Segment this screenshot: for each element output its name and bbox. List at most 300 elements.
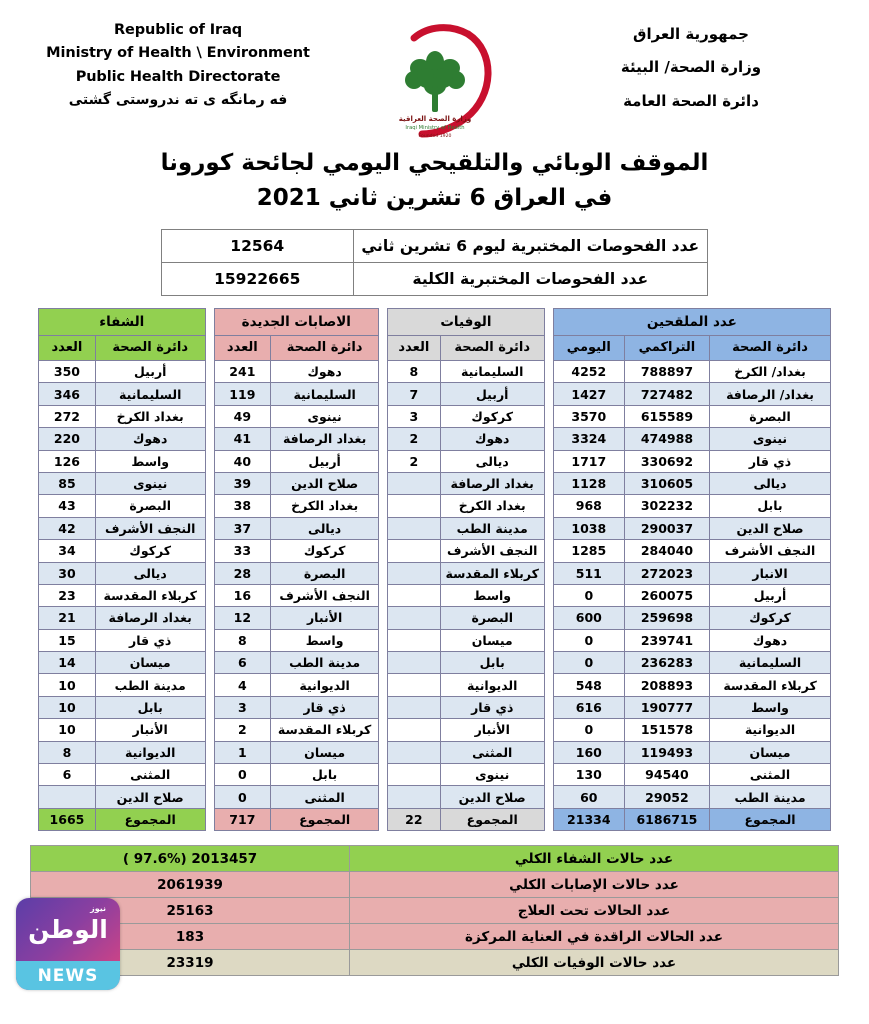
table-row (388, 764, 545, 786)
recovery-row-name: بغداد الرصافة (95, 607, 205, 629)
svg-text:Founded 1920: Founded 1920 (418, 134, 451, 139)
new-cases-row-count: 8 (214, 629, 271, 651)
table-row (39, 607, 206, 629)
vaccinated-row-name: بغداد/ الرصافة (710, 383, 831, 405)
vaccinated-row-daily: 616 (553, 696, 624, 718)
vaccinated-row-cumulative: 788897 (624, 361, 709, 383)
vaccinated-row-cumulative: 239741 (624, 629, 709, 651)
deaths-row-count (388, 540, 441, 562)
deaths-row-name: كربلاء المقدسة (440, 562, 544, 584)
new-cases-row-name: مدينة الطب (271, 652, 379, 674)
table-row (214, 383, 379, 405)
vaccinated-table-head (553, 309, 830, 361)
vaccinated-total-label: المجموع (710, 808, 831, 830)
vaccinated-row-name: السليمانية (710, 652, 831, 674)
deaths-total-label: المجموع (440, 808, 544, 830)
deaths-row-name: ميسان (440, 629, 544, 651)
deaths-row-count: 2 (388, 428, 441, 450)
deaths-row-name: بغداد الكرخ (440, 495, 544, 517)
new-cases-row-name: كركوك (271, 540, 379, 562)
vaccinated-row-daily: 1427 (553, 383, 624, 405)
vaccinated-row-daily: 511 (553, 562, 624, 584)
summary-row-value: 2013457 (97.6% ) (31, 846, 350, 872)
new-cases-col-name: دائرة الصحة (271, 336, 379, 361)
new-cases-row-name: صلاح الدين (271, 472, 379, 494)
summary-row-label: عدد حالات الإصابات الكلي (350, 872, 839, 898)
new-cases-table (214, 308, 380, 831)
recovery-row-count: 14 (39, 652, 96, 674)
table-row (553, 405, 830, 427)
table-row (39, 405, 206, 427)
table-header-row (214, 309, 379, 336)
deaths-row-name: السليمانية (440, 361, 544, 383)
new-cases-row-name: بابل (271, 764, 379, 786)
lab-tests-total-value: 15922665 (162, 263, 354, 296)
deaths-row-name: أربيل (440, 383, 544, 405)
lab-tests-daily-value: 12564 (162, 230, 354, 263)
summary-table (30, 845, 839, 976)
vaccinated-row-cumulative: 94540 (624, 764, 709, 786)
table-row (388, 607, 545, 629)
table-row (39, 696, 206, 718)
new-cases-row-count: 39 (214, 472, 271, 494)
masthead-ar-line3: دائرة الصحة العامة (623, 91, 759, 110)
deaths-row-count (388, 584, 441, 606)
table-row (553, 584, 830, 606)
vaccinated-row-daily: 0 (553, 584, 624, 606)
table-row (388, 428, 545, 450)
deaths-group-header: الوفيات (388, 309, 545, 336)
deaths-row-count: 7 (388, 383, 441, 405)
new-cases-row-count: 2 (214, 719, 271, 741)
new-cases-row-count: 119 (214, 383, 271, 405)
table-row (214, 719, 379, 741)
table-row (388, 696, 545, 718)
vaccinated-col-name: دائرة الصحة (710, 336, 831, 361)
lab-tests-total-label: عدد الفحوصات المختبرية الكلية (353, 263, 708, 296)
table-row (553, 674, 830, 696)
vaccinated-row-name: نينوى (710, 428, 831, 450)
recovery-table-head (39, 309, 206, 361)
vaccinated-row-cumulative: 615589 (624, 405, 709, 427)
table-header-row (553, 309, 830, 336)
watermark-top (16, 898, 120, 961)
new-cases-total-count: 717 (214, 808, 271, 830)
new-cases-row-name: البصرة (271, 562, 379, 584)
vaccinated-row-cumulative: 151578 (624, 719, 709, 741)
vaccinated-row-name: دهوك (710, 629, 831, 651)
vaccinated-table (553, 308, 831, 831)
table-row (553, 652, 830, 674)
lab-tests-body (162, 230, 708, 296)
vaccinated-row-name: الديوانية (710, 719, 831, 741)
new-cases-row-name: الأنبار (271, 607, 379, 629)
vaccinated-row-cumulative: 330692 (624, 450, 709, 472)
table-row (39, 652, 206, 674)
vaccinated-col-daily: اليومي (553, 336, 624, 361)
new-cases-col-count: العدد (214, 336, 271, 361)
vaccinated-row-daily: 548 (553, 674, 624, 696)
report-title-line1: الموقف الوبائي والتلقيحي اليومي لجائحة كورونا (160, 150, 709, 176)
deaths-row-count (388, 562, 441, 584)
table-row (39, 361, 206, 383)
new-cases-row-name: بغداد الكرخ (271, 495, 379, 517)
table-row (553, 741, 830, 763)
recovery-row-count: 23 (39, 584, 96, 606)
deaths-row-count (388, 495, 441, 517)
vaccinated-total-daily: 21334 (553, 808, 624, 830)
recovery-row-count (39, 786, 96, 808)
new-cases-row-name: أربيل (271, 450, 379, 472)
table-row (388, 719, 545, 741)
table-total-row (553, 808, 830, 830)
deaths-row-name: مدينة الطب (440, 517, 544, 539)
vaccinated-row-cumulative: 236283 (624, 652, 709, 674)
vaccinated-row-name: مدينة الطب (710, 786, 831, 808)
recovery-row-count: 10 (39, 674, 96, 696)
table-row (214, 584, 379, 606)
vaccinated-row-daily: 3570 (553, 405, 624, 427)
deaths-row-name: كركوك (440, 405, 544, 427)
recovery-row-name: دهوك (95, 428, 205, 450)
vaccinated-row-cumulative: 29052 (624, 786, 709, 808)
table-row (388, 786, 545, 808)
table-total-row (214, 808, 379, 830)
recovery-row-name: كربلاء المقدسة (95, 584, 205, 606)
new-cases-table-body (214, 361, 379, 831)
table-row (214, 361, 379, 383)
summary-row-value: 23319 (31, 950, 350, 976)
new-cases-table-head (214, 309, 379, 361)
summary-row-value: 2061939 (31, 872, 350, 898)
vaccinated-row-name: كربلاء المقدسة (710, 674, 831, 696)
table-row (39, 517, 206, 539)
vaccinated-row-daily: 0 (553, 719, 624, 741)
new-cases-row-name: النجف الأشرف (271, 584, 379, 606)
vaccinated-row-name: كركوك (710, 607, 831, 629)
deaths-col-name: دائرة الصحة (440, 336, 544, 361)
summary-row-label: عدد الحالات الراقدة في العناية المركزة (350, 924, 839, 950)
recovery-row-count: 220 (39, 428, 96, 450)
new-cases-row-count: 37 (214, 517, 271, 539)
vaccinated-row-daily: 1717 (553, 450, 624, 472)
table-row (214, 786, 379, 808)
deaths-row-count (388, 629, 441, 651)
table-row (388, 629, 545, 651)
table-subheader-row (39, 336, 206, 361)
table-row (214, 674, 379, 696)
deaths-row-count (388, 764, 441, 786)
vaccinated-row-cumulative: 290037 (624, 517, 709, 539)
vaccinated-row-cumulative: 284040 (624, 540, 709, 562)
vaccinated-row-cumulative: 302232 (624, 495, 709, 517)
new-cases-row-name: السليمانية (271, 383, 379, 405)
masthead-ar-line2: وزارة الصحة/ البيئة (620, 58, 762, 77)
summary-row-value: 25163 (31, 898, 350, 924)
table-row (214, 741, 379, 763)
deaths-row-name: البصرة (440, 607, 544, 629)
iraq-ministry-of-health-logo (350, 18, 520, 143)
vaccinated-row-daily: 3324 (553, 428, 624, 450)
new-cases-row-name: المثنى (271, 786, 379, 808)
deaths-row-count: 3 (388, 405, 441, 427)
deaths-row-count (388, 674, 441, 696)
deaths-row-count (388, 652, 441, 674)
recovery-table (38, 308, 206, 831)
summary-row-label: عدد حالات الشفاء الكلي (350, 846, 839, 872)
vaccinated-row-cumulative: 272023 (624, 562, 709, 584)
recovery-row-count: 42 (39, 517, 96, 539)
vaccinated-row-cumulative: 190777 (624, 696, 709, 718)
table-subheader-row (214, 336, 379, 361)
summary-row-label: عدد حالات الوفيات الكلي (350, 950, 839, 976)
masthead-kurdish-line: فه رمانگه ی ته ندروستی گشتی (68, 91, 288, 108)
new-cases-row-count: 28 (214, 562, 271, 584)
table-row (214, 607, 379, 629)
vaccinated-row-cumulative: 727482 (624, 383, 709, 405)
table-row (553, 607, 830, 629)
table-row (214, 696, 379, 718)
new-cases-row-count: 241 (214, 361, 271, 383)
deaths-row-name: واسط (440, 584, 544, 606)
vaccinated-row-name: ميسان (710, 741, 831, 763)
table-subheader-row (388, 336, 545, 361)
alwatan-news-watermark-logo (16, 898, 120, 990)
recovery-row-name: بابل (95, 696, 205, 718)
vaccinated-row-cumulative: 474988 (624, 428, 709, 450)
vaccinated-row-daily: 1038 (553, 517, 624, 539)
table-total-row (388, 808, 545, 830)
recovery-row-name: واسط (95, 450, 205, 472)
table-row (39, 540, 206, 562)
table-row (553, 450, 830, 472)
summary-table-body (31, 846, 839, 976)
vaccinated-row-name: النجف الأشرف (710, 540, 831, 562)
new-cases-row-name: نينوى (271, 405, 379, 427)
vaccinated-row-daily: 968 (553, 495, 624, 517)
deaths-row-name: بابل (440, 652, 544, 674)
new-cases-row-count: 3 (214, 696, 271, 718)
recovery-row-count: 10 (39, 696, 96, 718)
deaths-row-name: الأنبار (440, 719, 544, 741)
recovery-row-count: 272 (39, 405, 96, 427)
table-row (214, 540, 379, 562)
table-total-row (39, 808, 206, 830)
vaccinated-row-name: ذي قار (710, 450, 831, 472)
masthead-ar-line1: جمهورية العراق (633, 25, 749, 43)
summary-row-value: 183 (31, 924, 350, 950)
vaccinated-row-name: أربيل (710, 584, 831, 606)
recovery-row-name: أربيل (95, 361, 205, 383)
recovery-row-count: 8 (39, 741, 96, 763)
table-row (388, 383, 545, 405)
new-cases-row-count: 0 (214, 764, 271, 786)
deaths-row-name: ذي قار (440, 696, 544, 718)
deaths-row-name: نينوى (440, 764, 544, 786)
new-cases-row-count: 38 (214, 495, 271, 517)
vaccinated-total-cumulative: 6186715 (624, 808, 709, 830)
new-cases-row-name: ذي قار (271, 696, 379, 718)
table-row (214, 472, 379, 494)
vaccinated-row-cumulative: 119493 (624, 741, 709, 763)
table-row (388, 562, 545, 584)
table-row (214, 629, 379, 651)
new-cases-row-count: 1 (214, 741, 271, 763)
table-row (553, 719, 830, 741)
watermark-bottom (16, 961, 120, 990)
table-row (553, 495, 830, 517)
watermark-news-label: NEWS (37, 965, 99, 986)
vaccinated-row-daily: 130 (553, 764, 624, 786)
deaths-row-count (388, 786, 441, 808)
table-row (39, 428, 206, 450)
table-row (553, 629, 830, 651)
report-title (0, 146, 869, 215)
vaccinated-row-daily: 60 (553, 786, 624, 808)
new-cases-row-name: بغداد الرصافة (271, 428, 379, 450)
table-row (39, 719, 206, 741)
recovery-total-count: 1665 (39, 808, 96, 830)
new-cases-row-count: 40 (214, 450, 271, 472)
table-row (388, 652, 545, 674)
recovery-row-count: 30 (39, 562, 96, 584)
deaths-row-count: 8 (388, 361, 441, 383)
new-cases-group-header: الاصابات الجديدة (214, 309, 379, 336)
vaccinated-row-daily: 1285 (553, 540, 624, 562)
recovery-row-name: مدينة الطب (95, 674, 205, 696)
new-cases-row-count: 12 (214, 607, 271, 629)
new-cases-row-name: دهوك (271, 361, 379, 383)
deaths-row-name: صلاح الدين (440, 786, 544, 808)
summary-row (31, 898, 839, 924)
vaccinated-row-daily: 0 (553, 652, 624, 674)
recovery-row-count: 43 (39, 495, 96, 517)
deaths-row-name: دهوك (440, 428, 544, 450)
table-row (553, 764, 830, 786)
deaths-row-name: المثنى (440, 741, 544, 763)
svg-text:وزارة الصحة العراقية: وزارة الصحة العراقية (398, 115, 471, 123)
watermark-arabic-name: الوطن (28, 915, 108, 944)
vaccinated-row-name: المثنى (710, 764, 831, 786)
table-row (553, 517, 830, 539)
table-header-row (388, 309, 545, 336)
new-cases-row-count: 4 (214, 674, 271, 696)
recovery-row-count: 15 (39, 629, 96, 651)
table-row (39, 674, 206, 696)
recovery-table-body (39, 361, 206, 831)
vaccinated-row-cumulative: 259698 (624, 607, 709, 629)
masthead (0, 0, 869, 140)
data-tables-row (0, 296, 869, 831)
recovery-row-name: ديالى (95, 562, 205, 584)
table-row (39, 472, 206, 494)
report-title-line2: في العراق 6 تشرين ثاني 2021 (256, 184, 613, 211)
table-subheader-row (553, 336, 830, 361)
table-row (553, 428, 830, 450)
table-row (214, 562, 379, 584)
table-row (214, 428, 379, 450)
vaccinated-row-daily: 1128 (553, 472, 624, 494)
deaths-total-count: 22 (388, 808, 441, 830)
table-row (388, 361, 545, 383)
recovery-row-count: 34 (39, 540, 96, 562)
table-row (388, 450, 545, 472)
vaccinated-row-name: ديالى (710, 472, 831, 494)
lab-tests-daily-label: عدد الفحوصات المختبرية ليوم 6 تشرين ثاني (353, 230, 708, 263)
deaths-row-count (388, 741, 441, 763)
vaccinated-row-cumulative: 260075 (624, 584, 709, 606)
table-row (39, 741, 206, 763)
deaths-table (387, 308, 545, 831)
deaths-col-count: العدد (388, 336, 441, 361)
recovery-row-count: 346 (39, 383, 96, 405)
recovery-row-name: السليمانية (95, 383, 205, 405)
new-cases-row-name: ديالى (271, 517, 379, 539)
table-row (388, 540, 545, 562)
vaccinated-row-daily: 600 (553, 607, 624, 629)
masthead-arabic (551, 18, 831, 118)
recovery-row-name: صلاح الدين (95, 786, 205, 808)
deaths-table-head (388, 309, 545, 361)
table-row (162, 230, 708, 263)
table-row (39, 629, 206, 651)
vaccinated-row-name: بابل (710, 495, 831, 517)
deaths-row-name: الديوانية (440, 674, 544, 696)
table-row (553, 383, 830, 405)
table-row (553, 696, 830, 718)
vaccinated-row-cumulative: 310605 (624, 472, 709, 494)
summary-row (31, 872, 839, 898)
table-row (388, 405, 545, 427)
deaths-row-count (388, 719, 441, 741)
new-cases-row-count: 49 (214, 405, 271, 427)
vaccinated-row-name: بغداد/ الكرخ (710, 361, 831, 383)
table-row (388, 741, 545, 763)
vaccinated-row-daily: 0 (553, 629, 624, 651)
new-cases-row-count: 16 (214, 584, 271, 606)
recovery-row-name: كركوك (95, 540, 205, 562)
watermark-tagline: نيوز (90, 904, 106, 913)
vaccinated-col-cumulative: التراكمي (624, 336, 709, 361)
recovery-row-name: ذي قار (95, 629, 205, 651)
table-row (39, 383, 206, 405)
recovery-row-count: 10 (39, 719, 96, 741)
recovery-row-count: 85 (39, 472, 96, 494)
vaccinated-row-name: واسط (710, 696, 831, 718)
table-row (162, 263, 708, 296)
recovery-row-name: البصرة (95, 495, 205, 517)
vaccinated-row-cumulative: 208893 (624, 674, 709, 696)
vaccinated-row-daily: 160 (553, 741, 624, 763)
deaths-row-count (388, 517, 441, 539)
new-cases-row-count: 33 (214, 540, 271, 562)
masthead-en-line3: Public Health Directorate (75, 68, 281, 85)
table-row (39, 786, 206, 808)
deaths-row-name: ديالى (440, 450, 544, 472)
summary-row-label: عدد الحالات تحت العلاج (350, 898, 839, 924)
recovery-total-label: المجموع (95, 808, 205, 830)
recovery-row-name: النجف الأشرف (95, 517, 205, 539)
new-cases-row-name: الديوانية (271, 674, 379, 696)
table-row (214, 405, 379, 427)
lab-tests-table (161, 229, 708, 296)
new-cases-row-name: واسط (271, 629, 379, 651)
table-row (553, 786, 830, 808)
recovery-row-count: 350 (39, 361, 96, 383)
new-cases-row-name: ميسان (271, 741, 379, 763)
vaccinated-row-name: البصرة (710, 405, 831, 427)
table-row (388, 517, 545, 539)
